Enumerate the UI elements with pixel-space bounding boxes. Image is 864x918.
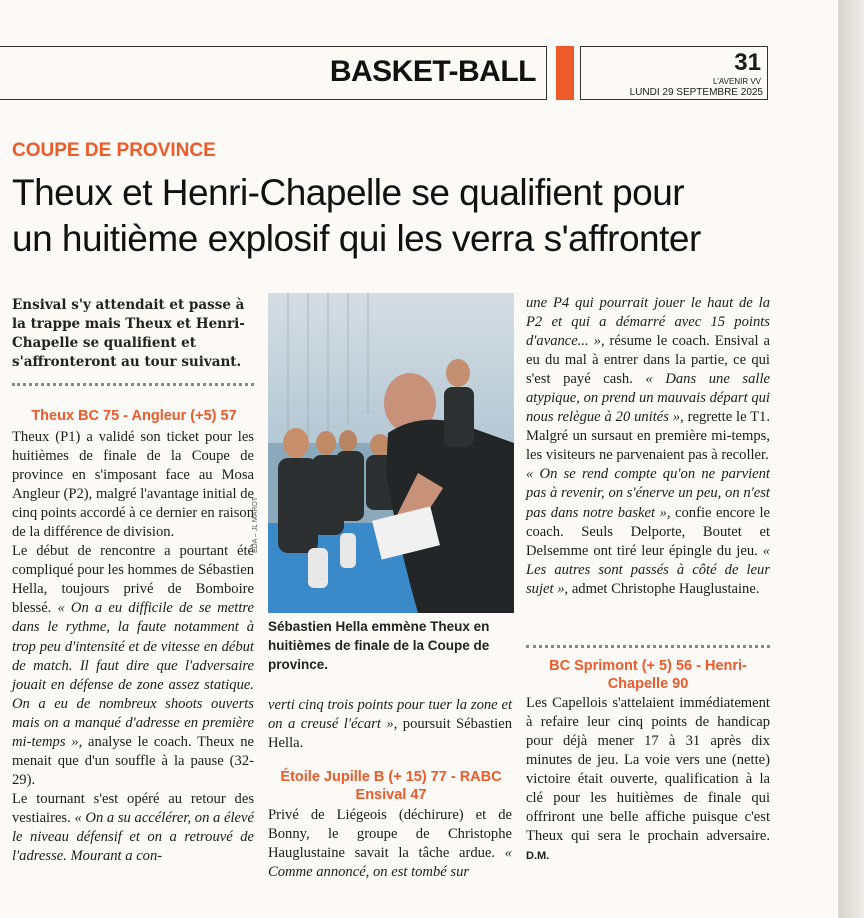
match-2-title: Étoile Jupille B (+ 15) 77 - RABC Ensival 47 <box>280 769 502 803</box>
dotted-separator <box>526 645 770 648</box>
text: , poursuit Sébastien Hella. <box>268 716 512 752</box>
section-color-bar <box>556 46 574 100</box>
text: , admet Christophe Hauglustaine. <box>564 580 760 597</box>
text: , résume le coach. Ensival a eu du mal à entrer dans la partie, ce qui s'est payé cash. <box>526 333 770 388</box>
dotted-separator <box>12 383 254 386</box>
section-name: BASKET-BALL <box>329 55 536 88</box>
text: , regrette le T1. Malgré un sursaut en première mi-temps, les visiteurs ne parvenaient pas à recoller. <box>526 409 771 464</box>
paragraph <box>526 465 770 598</box>
paragraph <box>12 542 254 790</box>
photo-illustration <box>268 293 514 613</box>
photo-credit: ÉDA – JL MAROT <box>252 496 259 553</box>
quote: verti cinq trois points pour tuer la zone et on a creusé l'écart » <box>268 697 512 733</box>
column-1 <box>12 428 254 866</box>
quote: « Les autres sont passés à côté de leur sujet » <box>526 542 770 597</box>
quote: une P4 qui pourrait jouer le haut de la P2 et qui a démarré avec 15 points d'avance... » <box>526 295 770 350</box>
section-header-box <box>0 46 547 100</box>
paragraph <box>268 806 512 882</box>
column-2-continued <box>268 806 512 882</box>
column-3 <box>526 294 770 599</box>
author-signature: D.M. <box>526 850 550 863</box>
paragraph <box>268 696 512 753</box>
publication-date: LUNDI 29 SEPTEMBRE 2025 <box>629 87 763 98</box>
quote: « Comme annoncé, on est tombé sur <box>268 845 512 881</box>
quote: « On a su accélérer, on a élevé le niveau défensif et on a retrouvé de l'adresse. Mourant a con- <box>12 809 254 865</box>
text: Le tournant s'est opéré au retour des vestiaires. <box>12 790 254 826</box>
paragraph <box>526 694 770 866</box>
page-edge <box>838 0 864 918</box>
quote: « On se rend compte qu'on ne parvient pas à revenir, on s'énerve un peu, on n'est pas dans notre basket » <box>526 466 770 521</box>
quote: « Dans une salle atypique, on prend un mauvais départ qui nous relègue à 20 unités » <box>526 371 770 426</box>
publication-name: L'AVENIR VV <box>712 77 761 86</box>
column-2 <box>268 696 512 753</box>
text: analyse le coach. Theux ne menait que d'un souffle à la pause (32-29). <box>12 733 254 788</box>
article-headline <box>12 170 802 262</box>
paragraph: Theux (P1) a validé son ticket pour les huitièmes de finale de la Coupe de province en s'imposant face au Mosa Angleur (P2), malgré l'avantage initial de cinq points accordé à ce dernier en raison de la différence de division. <box>12 429 254 541</box>
match-3-title: BC Sprimont (+ 5) 56 - Henri-Chapelle 90 <box>549 658 747 692</box>
article-photo <box>268 293 514 613</box>
headline-line-2: un huitième explosif qui les verra s'affronter <box>12 218 701 259</box>
article-lead: Ensival s'y attendait et passe à la trappe mais Theux et Henri-Chapelle se qualifient et s'affronteront au tour suivant. <box>12 297 245 370</box>
paragraph <box>12 790 254 866</box>
article-kicker: COUPE DE PROVINCE <box>12 140 216 161</box>
text: Les Capellois s'attelaient immédiatement à refaire leur cinq points de handicap pour déjà mener 17 à 31 après dix minutes de jeu. La voie vers une (nette) victoire était ouverte, qualification à la clé pour les huitièmes de finale qui offriront une belle affiche puisque c'est Theux qui sera le prochain adversaire. <box>526 695 770 845</box>
paragraph <box>526 294 770 465</box>
text: , confie encore le coach. Seuls Delporte, Boutet et Delsemme ont tiré leur épingle du jeu. <box>526 504 770 559</box>
text: Le début de rencontre a pourtant été compliqué pour les hommes de Sébastien Hella, toujours privé de Bomboire blessé. <box>12 543 254 617</box>
quote: « On a eu difficile de se mettre dans le rythme, la faute notamment à trop peu d'intensité et de vitesse en début de match. Il faut dire que l'adversaire jouait en défense de zone assez statique. On a eu de nombreux shoots ouverts mais on a manqué d'adresse en première mi-temps », <box>12 600 254 750</box>
photo-caption: Sébastien Hella emmène Theux en huitièmes de finale de la Coupe de province. <box>268 619 490 672</box>
column-3-continued <box>526 694 770 866</box>
page-info-box <box>580 46 768 100</box>
page-number: 31 <box>734 49 761 76</box>
headline-line-1: Theux et Henri-Chapelle se qualifient pour <box>12 172 685 213</box>
match-1-title: Theux BC 75 - Angleur (+5) 57 <box>31 408 237 424</box>
text: Privé de Liégeois (déchirure) et de Bonny, le groupe de Christophe Hauglustaine savait la tâche ardue. <box>268 807 512 862</box>
